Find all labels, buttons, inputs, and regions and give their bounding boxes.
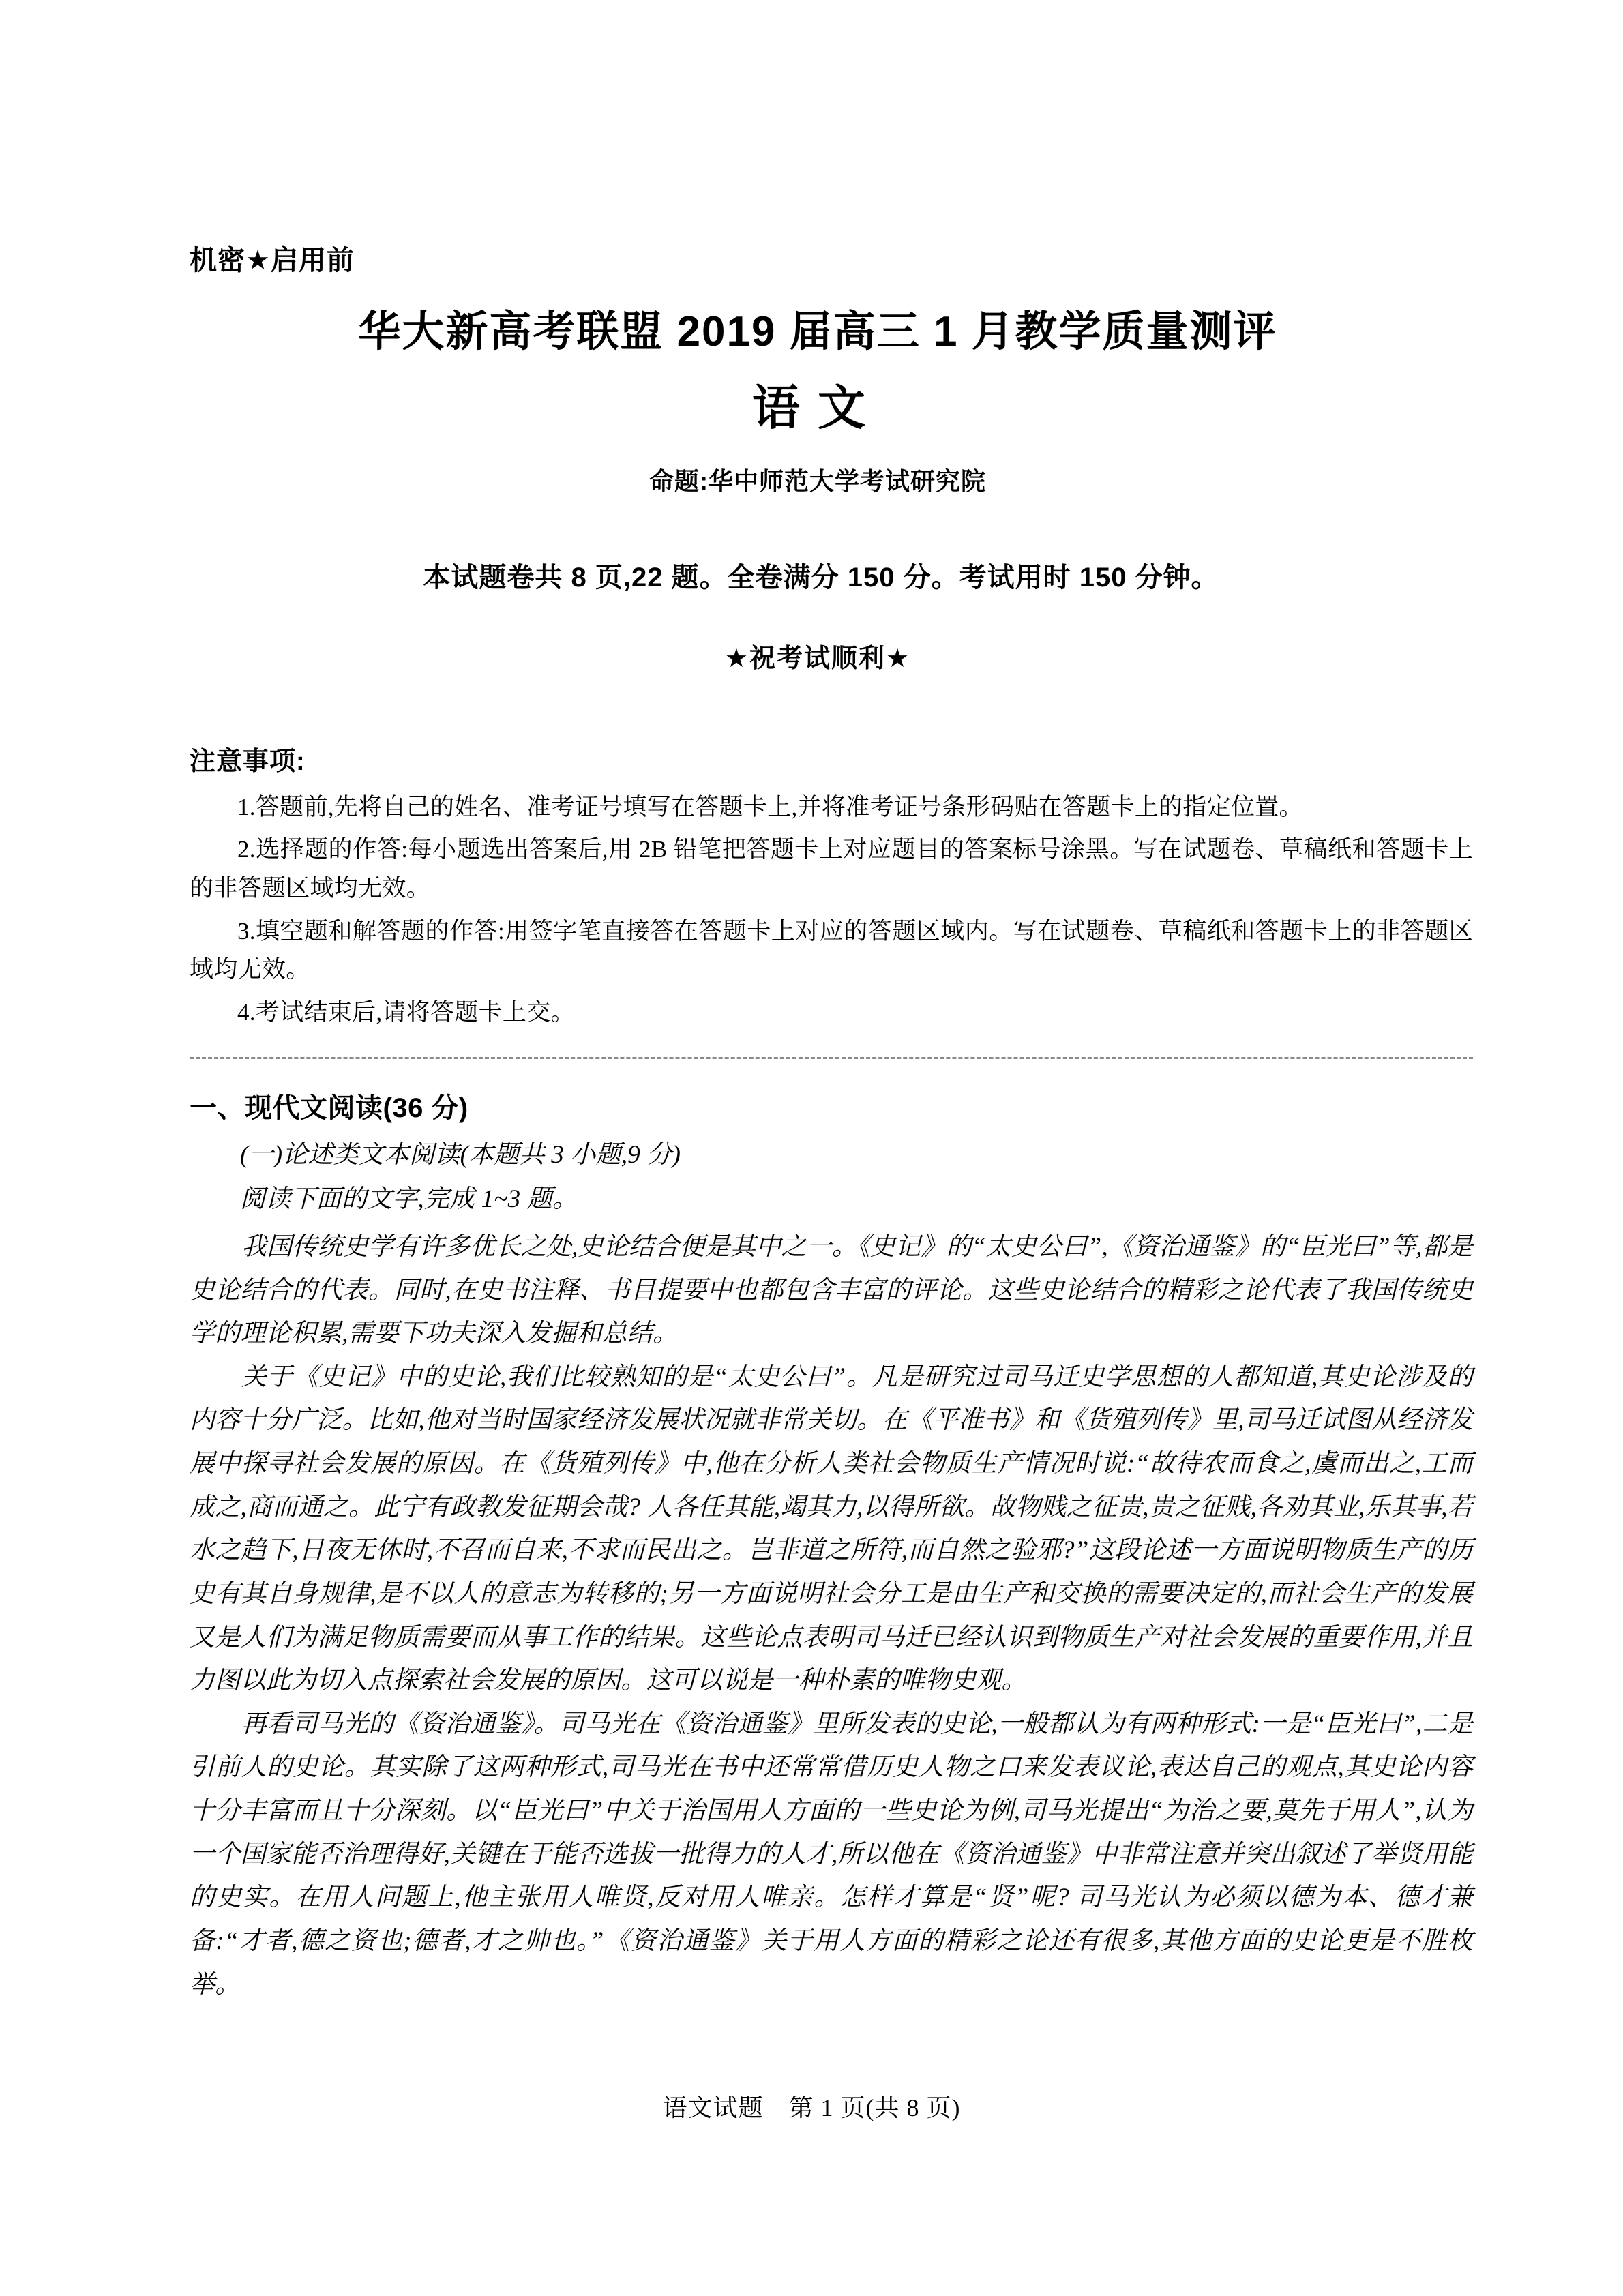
reading-instruction: 阅读下面的文字,完成 1~3 题。 <box>240 1185 578 1214</box>
section-divider <box>190 1057 1473 1059</box>
section-heading-one: 一、现代文阅读(36 分) <box>190 1092 468 1123</box>
blessing-line: ★祝考试顺利★ <box>724 644 911 673</box>
notice-item: 3.填空题和解答题的作答:用签字笔直接答在答题卡上对应的答题区域内。写在试题卷、草稿纸和答题卡上的非答题区域均无效。 <box>190 917 1473 983</box>
notice-item: 1.答题前,先将自己的姓名、准考证号填写在答题卡上,并将准考证号条形码贴在答题卡上的指定位置。 <box>237 793 1303 820</box>
subject-title: 语文 <box>752 381 883 434</box>
notice-heading: 注意事项: <box>190 747 306 776</box>
subsection-heading: (一)论述类文本阅读(本题共 3 小题,9 分) <box>240 1140 681 1169</box>
confidential-label: 机密★启用前 <box>190 245 355 275</box>
passage-paragraph: 关于《史记》中的史论,我们比较熟知的是“太史公曰”。凡是研究过司马迁史学思想的人都知道,其史论涉及的内容十分广泛。比如,他对当时国家经济发展状况就非常关切。在《平准书》和《货殖列传》里,司马迁试图从经济发展中探寻社会发展的原因。在《货殖列传》中,他在分析人类社会物质生产情况时说:“故待农而食之,虞而出之,工而成之,商而通之。此宁有政教发征期会哉? 人各任其能,竭其力,以得所欲。故物贱之征贵,贵之征贱,各劝其业,乐其事,若水之趋下,日夜无休时,不召而自来,不求而民出之。岂非道之所符,而自然之验邪?”这段论述一方面说明物质生产的历史有其自身规律,是不以人的意志为转移的;另一方面说明社会分工是由生产和交换的需要决定的,而社会生产的发展又是人们为满足物质需要而从事工作的结果。这些论点表明司马迁已经认识到物质生产对社会发展的重要作用,并且力图以此为切入点探索社会发展的原因。这可以说是一种朴素的唯物史观。 <box>190 1362 1473 1695</box>
passage-paragraph: 再看司马光的《资治通鉴》。司马光在《资治通鉴》里所发表的史论,一般都认为有两种形式:一是“臣光曰”,二是引前人的史论。其实除了这两种形式,司马光在书中还常常借历史人物之口来发表议论,表达自己的观点,其史论内容十分丰富而且十分深刻。以“臣光曰”中关于治国用人方面的一些史论为例,司马光提出“为治之要,莫先于用人”,认为一个国家能否治理得好,关键在于能否选拔一批得力的人才,所以他在《资治通鉴》中非常注意并突出叙述了举贤用能的史实。在用人问题上,他主张用人唯贤,反对用人唯亲。怎样才算是“贤”呢? 司马光认为必须以德为本、德才兼备:“才者,德之资也;德者,才之帅也。”《资治通鉴》关于用人方面的精彩之论还有很多,其他方面的史论更是不胜枚举。 <box>190 1710 1473 1999</box>
author-line: 命题:华中师范大学考试研究院 <box>649 466 986 495</box>
notice-item: 2.选择题的作答:每小题选出答案后,用 2B 铅笔把答题卡上对应题目的答案标号涂黑。写在试题卷、草稿纸和答题卡上的非答题区域均无效。 <box>190 836 1473 901</box>
passage-paragraph: 我国传统史学有许多优长之处,史论结合便是其中之一。《史记》的“太史公曰”,《资治通鉴》的“臣光曰”等,都是史论结合的代表。同时,在史书注释、书目提要中也都包含丰富的评论。这些史论结合的精彩之论代表了我国传统史学的理论积累,需要下功夫深入发掘和总结。 <box>190 1232 1473 1348</box>
page-footer: 语文试题 第 1 页(共 8 页) <box>662 2094 961 2121</box>
page-title: 华大新高考联盟 2019 届高三 1 月教学质量测评 <box>358 308 1277 355</box>
exam-info-line: 本试题卷共 8 页,22 题。全卷满分 150 分。考试用时 150 分钟。 <box>423 562 1219 593</box>
notice-item: 4.考试结束后,请将答题卡上交。 <box>237 998 575 1026</box>
